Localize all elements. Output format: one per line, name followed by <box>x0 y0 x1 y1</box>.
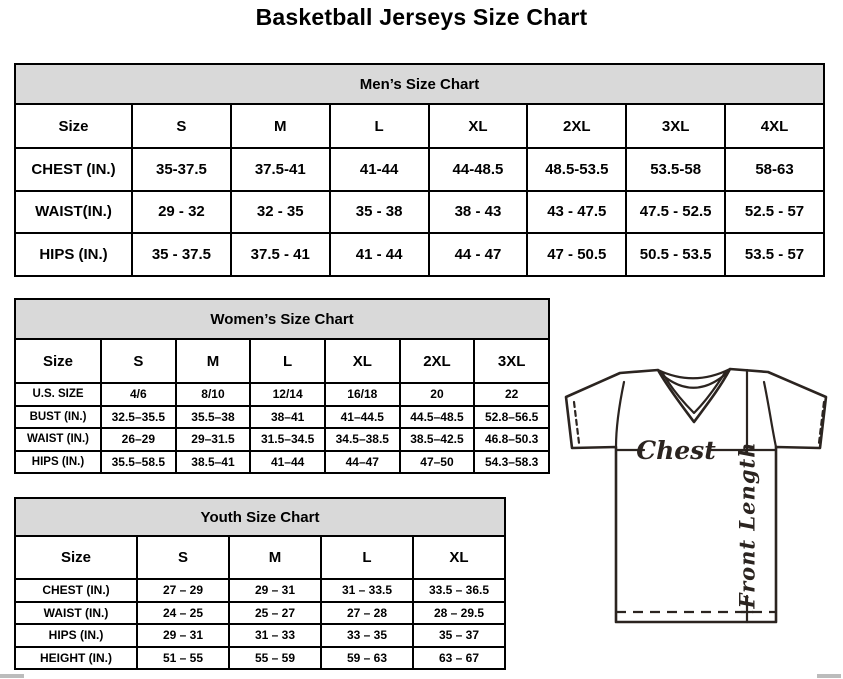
cell-value: 8/10 <box>176 383 251 406</box>
row-label: U.S. SIZE <box>15 383 101 406</box>
column-header: M <box>231 104 330 148</box>
mens-size-chart-table <box>14 63 825 277</box>
cell-value: 44.5–48.5 <box>400 406 475 429</box>
table-row <box>15 233 824 276</box>
cell-value: 63 – 67 <box>413 647 505 670</box>
cell-value: 52.8–56.5 <box>474 406 549 429</box>
row-label: CHEST (IN.) <box>15 579 137 602</box>
cell-value: 29 – 31 <box>229 579 321 602</box>
page-title: Basketball Jerseys Size Chart <box>255 4 588 30</box>
cell-value: 38.5–41 <box>176 451 251 474</box>
cell-value: 55 – 59 <box>229 647 321 670</box>
column-header: 3XL <box>626 104 725 148</box>
chart-title: Women’s Size Chart <box>15 299 549 339</box>
cell-value: 32 - 35 <box>231 191 330 234</box>
table-row <box>15 451 549 474</box>
front-length-label: Front Length <box>734 441 760 609</box>
cell-value: 44–47 <box>325 451 400 474</box>
cell-value: 51 – 55 <box>137 647 229 670</box>
row-label: CHEST (IN.) <box>15 148 132 191</box>
cell-value: 47–50 <box>400 451 475 474</box>
cell-value: 46.8–50.3 <box>474 428 549 451</box>
cell-value: 35 – 37 <box>413 624 505 647</box>
womens-size-chart-table <box>14 298 550 474</box>
cell-value: 34.5–38.5 <box>325 428 400 451</box>
left-sleeve-seam <box>616 382 624 447</box>
cell-value: 35.5–38 <box>176 406 251 429</box>
cell-value: 41-44 <box>330 148 429 191</box>
cell-value: 43 - 47.5 <box>527 191 626 234</box>
cell-value: 50.5 - 53.5 <box>626 233 725 276</box>
cell-value: 20 <box>400 383 475 406</box>
row-label: WAIST (IN.) <box>15 428 101 451</box>
table-row <box>15 148 824 191</box>
cell-value: 29–31.5 <box>176 428 251 451</box>
cell-value: 35.5–58.5 <box>101 451 176 474</box>
cell-value: 59 – 63 <box>321 647 413 670</box>
jersey-outline <box>566 369 826 622</box>
left-cuff-stitch <box>574 402 579 443</box>
table-row <box>15 383 549 406</box>
column-header: M <box>176 339 251 383</box>
column-header: Size <box>15 339 101 383</box>
cell-value: 58-63 <box>725 148 824 191</box>
row-label: BUST (IN.) <box>15 406 101 429</box>
cell-value: 35 - 38 <box>330 191 429 234</box>
table-row <box>15 602 505 625</box>
chart-title: Men’s Size Chart <box>15 64 824 104</box>
cell-value: 22 <box>474 383 549 406</box>
table-row <box>15 647 505 670</box>
cell-value: 41–44 <box>250 451 325 474</box>
column-header: S <box>101 339 176 383</box>
column-header: XL <box>429 104 528 148</box>
column-header: 3XL <box>474 339 549 383</box>
row-label: WAIST(IN.) <box>15 191 132 234</box>
cell-value: 16/18 <box>325 383 400 406</box>
right-sleeve-seam <box>764 382 776 447</box>
table-row <box>15 579 505 602</box>
cell-value: 52.5 - 57 <box>725 191 824 234</box>
row-label: HIPS (IN.) <box>15 233 132 276</box>
scrollbar-fragment-left <box>0 674 24 678</box>
cell-value: 29 – 31 <box>137 624 229 647</box>
cell-value: 4/6 <box>101 383 176 406</box>
chest-label: Chest <box>636 436 716 465</box>
column-header: L <box>321 536 413 579</box>
cell-value: 24 – 25 <box>137 602 229 625</box>
column-header: S <box>137 536 229 579</box>
column-header: L <box>330 104 429 148</box>
row-label: WAIST (IN.) <box>15 602 137 625</box>
column-header: Size <box>15 536 137 579</box>
cell-value: 47 - 50.5 <box>527 233 626 276</box>
cell-value: 37.5 - 41 <box>231 233 330 276</box>
cell-value: 47.5 - 52.5 <box>626 191 725 234</box>
cell-value: 54.3–58.3 <box>474 451 549 474</box>
column-header: M <box>229 536 321 579</box>
cell-value: 41–44.5 <box>325 406 400 429</box>
column-header: 4XL <box>725 104 824 148</box>
cell-value: 35-37.5 <box>132 148 231 191</box>
table-row <box>15 624 505 647</box>
column-header: Size <box>15 104 132 148</box>
cell-value: 32.5–35.5 <box>101 406 176 429</box>
column-header: S <box>132 104 231 148</box>
cell-value: 31.5–34.5 <box>250 428 325 451</box>
cell-value: 31 – 33.5 <box>321 579 413 602</box>
row-label: HIPS (IN.) <box>15 624 137 647</box>
table-row <box>15 191 824 234</box>
cell-value: 41 - 44 <box>330 233 429 276</box>
cell-value: 33.5 – 36.5 <box>413 579 505 602</box>
chart-title: Youth Size Chart <box>15 498 505 536</box>
cell-value: 26–29 <box>101 428 176 451</box>
column-header: XL <box>413 536 505 579</box>
cell-value: 27 – 28 <box>321 602 413 625</box>
column-header: XL <box>325 339 400 383</box>
cell-value: 25 – 27 <box>229 602 321 625</box>
cell-value: 44 - 47 <box>429 233 528 276</box>
cell-value: 48.5-53.5 <box>527 148 626 191</box>
cell-value: 44-48.5 <box>429 148 528 191</box>
table-row <box>15 406 549 429</box>
cell-value: 28 – 29.5 <box>413 602 505 625</box>
cell-value: 27 – 29 <box>137 579 229 602</box>
cell-value: 38.5–42.5 <box>400 428 475 451</box>
cell-value: 33 – 35 <box>321 624 413 647</box>
cell-value: 38 - 43 <box>429 191 528 234</box>
row-label: HEIGHT (IN.) <box>15 647 137 670</box>
row-label: HIPS (IN.) <box>15 451 101 474</box>
cell-value: 12/14 <box>250 383 325 406</box>
collar-back-curve <box>658 369 730 378</box>
cell-value: 53.5-58 <box>626 148 725 191</box>
cell-value: 38–41 <box>250 406 325 429</box>
youth-size-chart-table <box>14 497 506 670</box>
cell-value: 53.5 - 57 <box>725 233 824 276</box>
column-header: 2XL <box>527 104 626 148</box>
column-header: L <box>250 339 325 383</box>
jersey-measurement-diagram <box>556 360 842 632</box>
scrollbar-fragment-right <box>817 674 841 678</box>
column-header: 2XL <box>400 339 475 383</box>
cell-value: 31 – 33 <box>229 624 321 647</box>
cell-value: 35 - 37.5 <box>132 233 231 276</box>
table-row <box>15 428 549 451</box>
cell-value: 29 - 32 <box>132 191 231 234</box>
cell-value: 37.5-41 <box>231 148 330 191</box>
